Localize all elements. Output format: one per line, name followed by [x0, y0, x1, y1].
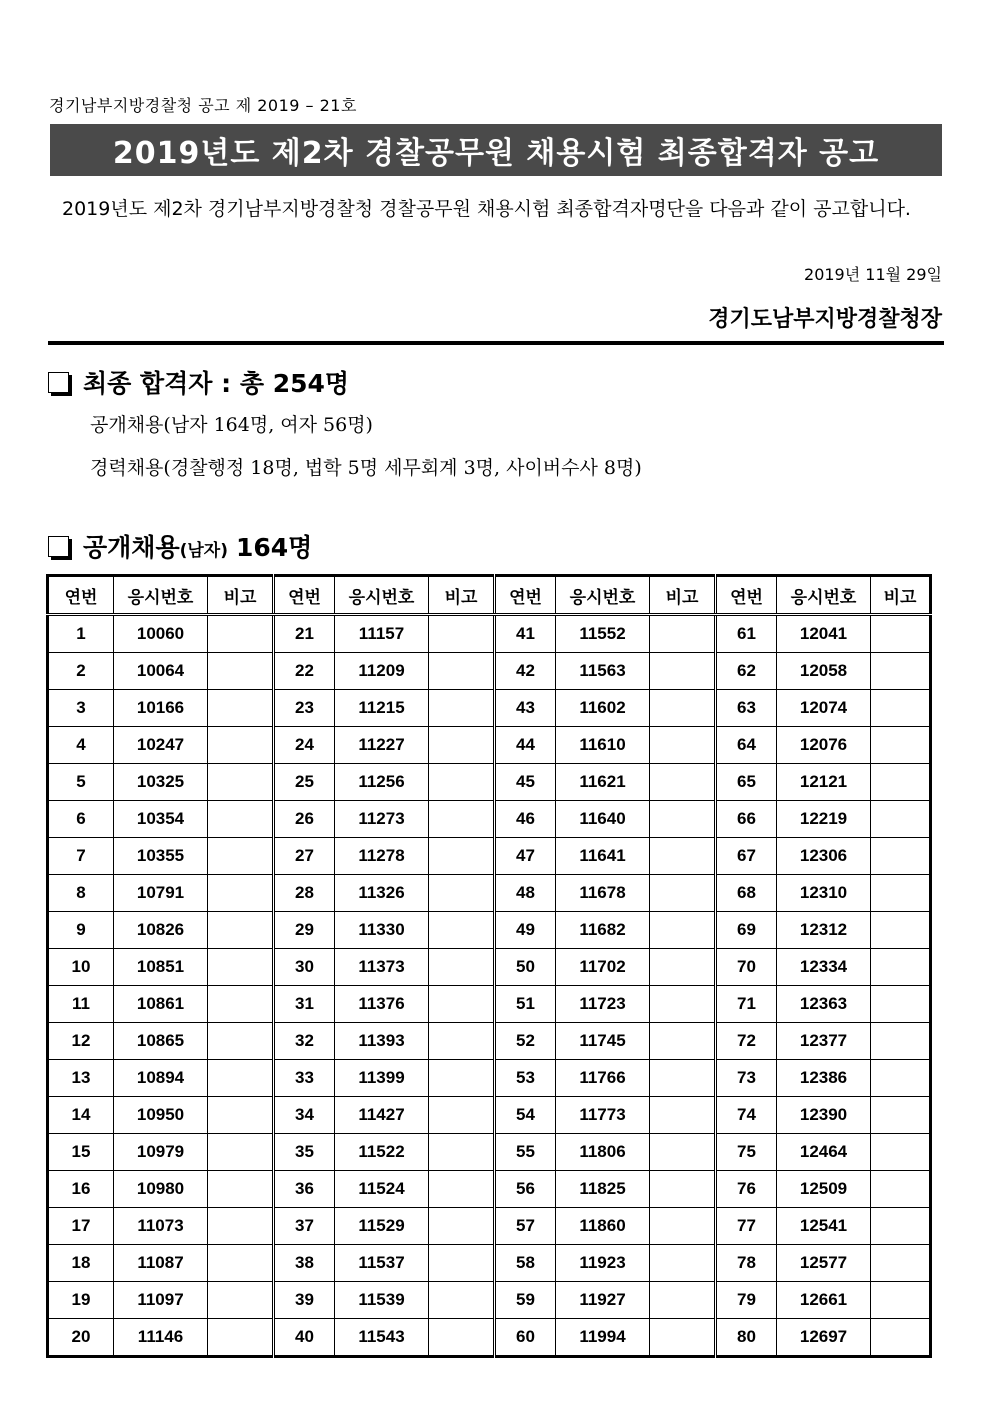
table-row: [48, 1134, 931, 1171]
applicant-number-cell: 12541: [777, 1208, 871, 1245]
column-header: 응시번호: [335, 576, 429, 615]
serial-number-cell: 75: [716, 1134, 777, 1171]
serial-number-cell: 13: [48, 1060, 114, 1097]
remarks-cell: [650, 949, 716, 986]
applicant-number-cell: 12074: [777, 690, 871, 727]
remarks-cell: [650, 1282, 716, 1319]
serial-number-cell: 29: [274, 912, 335, 949]
applicant-number-cell: 11087: [114, 1245, 208, 1282]
serial-number-cell: 10: [48, 949, 114, 986]
serial-number-cell: 6: [48, 801, 114, 838]
serial-number-cell: 1: [48, 615, 114, 653]
applicant-number-cell: 12310: [777, 875, 871, 912]
remarks-cell: [650, 1319, 716, 1357]
applicant-number-cell: 11157: [335, 615, 429, 653]
serial-number-cell: 79: [716, 1282, 777, 1319]
applicant-number-cell: 11640: [556, 801, 650, 838]
remarks-cell: [429, 1319, 495, 1357]
applicant-number-cell: 12390: [777, 1097, 871, 1134]
remarks-cell: [208, 1319, 274, 1357]
serial-number-cell: 69: [716, 912, 777, 949]
applicant-number-cell: 10861: [114, 986, 208, 1023]
table-row: [48, 727, 931, 764]
serial-number-cell: 46: [495, 801, 556, 838]
applicant-number-cell: 12377: [777, 1023, 871, 1060]
applicant-number-cell: 11641: [556, 838, 650, 875]
summary-career-recruit: 경력채용(경찰행정 18명, 법학 5명 세무회계 3명, 사이버수사 8명): [90, 457, 642, 479]
remarks-cell: [650, 801, 716, 838]
applicant-number-cell: 12464: [777, 1134, 871, 1171]
serial-number-cell: 31: [274, 986, 335, 1023]
remarks-cell: [871, 949, 931, 986]
remarks-cell: [208, 1023, 274, 1060]
remarks-cell: [429, 801, 495, 838]
serial-number-cell: 51: [495, 986, 556, 1023]
applicant-number-cell: 11543: [335, 1319, 429, 1357]
remarks-cell: [429, 764, 495, 801]
serial-number-cell: 65: [716, 764, 777, 801]
serial-number-cell: 28: [274, 875, 335, 912]
remarks-cell: [429, 1060, 495, 1097]
section-heading-count: 164명: [236, 533, 313, 562]
applicant-number-cell: 12661: [777, 1282, 871, 1319]
remarks-cell: [429, 1245, 495, 1282]
remarks-cell: [429, 727, 495, 764]
applicant-number-cell: 11678: [556, 875, 650, 912]
serial-number-cell: 60: [495, 1319, 556, 1357]
applicant-number-cell: 10979: [114, 1134, 208, 1171]
remarks-cell: [871, 1134, 931, 1171]
applicant-number-cell: 11326: [335, 875, 429, 912]
applicant-number-cell: 11215: [335, 690, 429, 727]
serial-number-cell: 15: [48, 1134, 114, 1171]
column-header: 비고: [871, 576, 931, 615]
applicant-number-cell: 11399: [335, 1060, 429, 1097]
table-row: [48, 1171, 931, 1208]
remarks-cell: [650, 615, 716, 653]
table-row: [48, 1245, 931, 1282]
table-row: [48, 801, 931, 838]
remarks-cell: [208, 1097, 274, 1134]
serial-number-cell: 74: [716, 1097, 777, 1134]
serial-number-cell: 14: [48, 1097, 114, 1134]
applicant-number-cell: 11773: [556, 1097, 650, 1134]
applicant-number-cell: 12509: [777, 1171, 871, 1208]
serial-number-cell: 57: [495, 1208, 556, 1245]
table-row: [48, 1060, 931, 1097]
applicant-number-cell: 11393: [335, 1023, 429, 1060]
serial-number-cell: 68: [716, 875, 777, 912]
remarks-cell: [871, 653, 931, 690]
applicant-number-cell: 12697: [777, 1319, 871, 1357]
serial-number-cell: 18: [48, 1245, 114, 1282]
applicant-number-cell: 11097: [114, 1282, 208, 1319]
applicant-number-cell: 11330: [335, 912, 429, 949]
serial-number-cell: 52: [495, 1023, 556, 1060]
remarks-cell: [429, 615, 495, 653]
remarks-cell: [650, 986, 716, 1023]
applicant-number-cell: 10166: [114, 690, 208, 727]
remarks-cell: [650, 653, 716, 690]
remarks-cell: [650, 1171, 716, 1208]
serial-number-cell: 27: [274, 838, 335, 875]
table-row: [48, 615, 931, 653]
serial-number-cell: 38: [274, 1245, 335, 1282]
applicant-number-cell: 11146: [114, 1319, 208, 1357]
table-row: [48, 1208, 931, 1245]
serial-number-cell: 39: [274, 1282, 335, 1319]
column-header: 비고: [650, 576, 716, 615]
applicant-number-cell: 10980: [114, 1171, 208, 1208]
remarks-cell: [650, 1245, 716, 1282]
remarks-cell: [208, 764, 274, 801]
remarks-cell: [208, 875, 274, 912]
remarks-cell: [208, 690, 274, 727]
remarks-cell: [650, 764, 716, 801]
table-row: [48, 764, 931, 801]
serial-number-cell: 25: [274, 764, 335, 801]
applicant-number-cell: 10950: [114, 1097, 208, 1134]
applicant-number-cell: 12058: [777, 653, 871, 690]
applicant-number-cell: 12306: [777, 838, 871, 875]
serial-number-cell: 55: [495, 1134, 556, 1171]
remarks-cell: [871, 1282, 931, 1319]
serial-number-cell: 3: [48, 690, 114, 727]
summary-heading-text: 최종 합격자 : 총 254명: [83, 369, 350, 398]
serial-number-cell: 62: [716, 653, 777, 690]
applicant-number-cell: 11537: [335, 1245, 429, 1282]
remarks-cell: [871, 838, 931, 875]
remarks-cell: [871, 1097, 931, 1134]
applicant-number-cell: 10354: [114, 801, 208, 838]
serial-number-cell: 16: [48, 1171, 114, 1208]
applicant-number-cell: 12041: [777, 615, 871, 653]
serial-number-cell: 41: [495, 615, 556, 653]
applicant-number-cell: 11682: [556, 912, 650, 949]
applicant-number-cell: 11806: [556, 1134, 650, 1171]
table-row: [48, 838, 931, 875]
remarks-cell: [650, 1134, 716, 1171]
checkbox-square-icon: [48, 536, 69, 557]
serial-number-cell: 78: [716, 1245, 777, 1282]
serial-number-cell: 42: [495, 653, 556, 690]
applicant-number-cell: 11209: [335, 653, 429, 690]
applicant-number-cell: 10791: [114, 875, 208, 912]
remarks-cell: [871, 1023, 931, 1060]
serial-number-cell: 5: [48, 764, 114, 801]
remarks-cell: [871, 1060, 931, 1097]
table-row: [48, 1097, 931, 1134]
serial-number-cell: 35: [274, 1134, 335, 1171]
divider: [48, 341, 944, 345]
serial-number-cell: 59: [495, 1282, 556, 1319]
applicant-number-cell: 10064: [114, 653, 208, 690]
serial-number-cell: 9: [48, 912, 114, 949]
serial-number-cell: 67: [716, 838, 777, 875]
serial-number-cell: 2: [48, 653, 114, 690]
serial-number-cell: 17: [48, 1208, 114, 1245]
serial-number-cell: 71: [716, 986, 777, 1023]
applicant-number-cell: 11373: [335, 949, 429, 986]
serial-number-cell: 72: [716, 1023, 777, 1060]
applicant-number-cell: 11522: [335, 1134, 429, 1171]
serial-number-cell: 7: [48, 838, 114, 875]
serial-number-cell: 23: [274, 690, 335, 727]
remarks-cell: [871, 1171, 931, 1208]
serial-number-cell: 37: [274, 1208, 335, 1245]
column-header: 응시번호: [777, 576, 871, 615]
remarks-cell: [208, 1171, 274, 1208]
column-header: 연번: [274, 576, 335, 615]
serial-number-cell: 54: [495, 1097, 556, 1134]
table-row: [48, 690, 931, 727]
serial-number-cell: 48: [495, 875, 556, 912]
applicant-number-cell: 11602: [556, 690, 650, 727]
serial-number-cell: 22: [274, 653, 335, 690]
applicant-number-cell: 10247: [114, 727, 208, 764]
applicant-number-cell: 11524: [335, 1171, 429, 1208]
remarks-cell: [208, 727, 274, 764]
remarks-cell: [429, 875, 495, 912]
serial-number-cell: 12: [48, 1023, 114, 1060]
remarks-cell: [429, 653, 495, 690]
remarks-cell: [429, 986, 495, 1023]
serial-number-cell: 64: [716, 727, 777, 764]
intro-paragraph: 2019년도 제2차 경기남부지방경찰청 경찰공무원 채용시험 최종합격자명단을 다음과 같이 공고합니다.: [62, 198, 911, 220]
section-heading-open-male: [48, 528, 312, 564]
applicant-number-cell: 12076: [777, 727, 871, 764]
serial-number-cell: 44: [495, 727, 556, 764]
remarks-cell: [429, 690, 495, 727]
applicant-number-cell: 11610: [556, 727, 650, 764]
remarks-cell: [871, 801, 931, 838]
serial-number-cell: 73: [716, 1060, 777, 1097]
applicant-number-cell: 10851: [114, 949, 208, 986]
remarks-cell: [429, 1282, 495, 1319]
serial-number-cell: 4: [48, 727, 114, 764]
applicant-number-cell: 11723: [556, 986, 650, 1023]
applicant-number-cell: 11702: [556, 949, 650, 986]
applicant-number-cell: 11621: [556, 764, 650, 801]
table-row: [48, 912, 931, 949]
table-row: [48, 875, 931, 912]
applicant-number-cell: 10355: [114, 838, 208, 875]
serial-number-cell: 21: [274, 615, 335, 653]
applicant-number-cell: 11227: [335, 727, 429, 764]
serial-number-cell: 26: [274, 801, 335, 838]
table-row: [48, 1282, 931, 1319]
serial-number-cell: 70: [716, 949, 777, 986]
applicant-number-cell: 11539: [335, 1282, 429, 1319]
remarks-cell: [208, 1134, 274, 1171]
remarks-cell: [650, 727, 716, 764]
applicant-number-cell: 10894: [114, 1060, 208, 1097]
remarks-cell: [871, 912, 931, 949]
column-header: 연번: [716, 576, 777, 615]
serial-number-cell: 43: [495, 690, 556, 727]
remarks-cell: [871, 986, 931, 1023]
summary-heading: [48, 364, 349, 400]
remarks-cell: [871, 690, 931, 727]
remarks-cell: [208, 986, 274, 1023]
applicant-number-cell: 12312: [777, 912, 871, 949]
remarks-cell: [871, 727, 931, 764]
remarks-cell: [650, 1208, 716, 1245]
applicant-number-cell: 12363: [777, 986, 871, 1023]
remarks-cell: [871, 1245, 931, 1282]
remarks-cell: [871, 875, 931, 912]
serial-number-cell: 49: [495, 912, 556, 949]
remarks-cell: [871, 764, 931, 801]
applicant-number-cell: 10865: [114, 1023, 208, 1060]
serial-number-cell: 45: [495, 764, 556, 801]
remarks-cell: [429, 912, 495, 949]
remarks-cell: [650, 875, 716, 912]
remarks-cell: [871, 1208, 931, 1245]
applicant-number-cell: 10325: [114, 764, 208, 801]
applicant-number-cell: 12577: [777, 1245, 871, 1282]
notice-number: 경기남부지방경찰청 공고 제 2019 – 21호: [49, 96, 357, 115]
document-title: 2019년도 제2차 경찰공무원 채용시험 최종합격자 공고: [50, 124, 942, 176]
remarks-cell: [208, 615, 274, 653]
applicant-number-cell: 11376: [335, 986, 429, 1023]
remarks-cell: [650, 912, 716, 949]
applicant-number-cell: 11825: [556, 1171, 650, 1208]
remarks-cell: [208, 1282, 274, 1319]
remarks-cell: [871, 615, 931, 653]
applicant-number-cell: 11427: [335, 1097, 429, 1134]
remarks-cell: [208, 949, 274, 986]
serial-number-cell: 76: [716, 1171, 777, 1208]
applicant-number-cell: 10826: [114, 912, 208, 949]
summary-open-recruit: 공개채용(남자 164명, 여자 56명): [90, 414, 373, 436]
remarks-cell: [208, 801, 274, 838]
remarks-cell: [429, 1097, 495, 1134]
applicant-number-cell: 11552: [556, 615, 650, 653]
remarks-cell: [650, 838, 716, 875]
serial-number-cell: 30: [274, 949, 335, 986]
serial-number-cell: 47: [495, 838, 556, 875]
applicant-number-cell: 11745: [556, 1023, 650, 1060]
remarks-cell: [650, 1023, 716, 1060]
serial-number-cell: 32: [274, 1023, 335, 1060]
serial-number-cell: 19: [48, 1282, 114, 1319]
serial-number-cell: 58: [495, 1245, 556, 1282]
applicant-number-cell: 12121: [777, 764, 871, 801]
remarks-cell: [429, 1023, 495, 1060]
serial-number-cell: 20: [48, 1319, 114, 1357]
applicant-number-cell: 11927: [556, 1282, 650, 1319]
applicant-number-cell: 11273: [335, 801, 429, 838]
applicant-number-cell: 11278: [335, 838, 429, 875]
column-header: 비고: [429, 576, 495, 615]
remarks-cell: [650, 1060, 716, 1097]
applicant-number-cell: 12219: [777, 801, 871, 838]
applicant-number-cell: 11563: [556, 653, 650, 690]
column-header: 연번: [495, 576, 556, 615]
serial-number-cell: 24: [274, 727, 335, 764]
applicant-number-cell: 10060: [114, 615, 208, 653]
applicant-number-cell: 11073: [114, 1208, 208, 1245]
passer-table: [46, 574, 932, 1358]
section-heading-small: (남자): [179, 540, 228, 561]
remarks-cell: [429, 949, 495, 986]
serial-number-cell: 50: [495, 949, 556, 986]
section-heading-main: 공개채용: [83, 533, 180, 562]
serial-number-cell: 40: [274, 1319, 335, 1357]
applicant-number-cell: 11766: [556, 1060, 650, 1097]
remarks-cell: [429, 1134, 495, 1171]
remarks-cell: [208, 653, 274, 690]
serial-number-cell: 63: [716, 690, 777, 727]
signer: 경기도남부지방경찰청장: [708, 307, 942, 332]
column-header: 응시번호: [556, 576, 650, 615]
remarks-cell: [650, 1097, 716, 1134]
serial-number-cell: 11: [48, 986, 114, 1023]
remarks-cell: [208, 1060, 274, 1097]
table-row: [48, 949, 931, 986]
applicant-number-cell: 12334: [777, 949, 871, 986]
applicant-number-cell: 11860: [556, 1208, 650, 1245]
remarks-cell: [208, 1208, 274, 1245]
serial-number-cell: 61: [716, 615, 777, 653]
remarks-cell: [650, 690, 716, 727]
serial-number-cell: 34: [274, 1097, 335, 1134]
remarks-cell: [429, 1208, 495, 1245]
remarks-cell: [429, 1171, 495, 1208]
remarks-cell: [208, 1245, 274, 1282]
serial-number-cell: 77: [716, 1208, 777, 1245]
remarks-cell: [208, 838, 274, 875]
applicant-number-cell: 11256: [335, 764, 429, 801]
table-row: [48, 653, 931, 690]
applicant-number-cell: 11529: [335, 1208, 429, 1245]
table-row: [48, 1023, 931, 1060]
notice-date: 2019년 11월 29일: [804, 265, 942, 284]
remarks-cell: [871, 1319, 931, 1357]
checkbox-square-icon: [48, 372, 69, 393]
table-header-row: [48, 576, 931, 615]
serial-number-cell: 56: [495, 1171, 556, 1208]
table-row: [48, 986, 931, 1023]
remarks-cell: [429, 838, 495, 875]
serial-number-cell: 66: [716, 801, 777, 838]
column-header: 연번: [48, 576, 114, 615]
remarks-cell: [208, 912, 274, 949]
applicant-number-cell: 11994: [556, 1319, 650, 1357]
applicant-number-cell: 11923: [556, 1245, 650, 1282]
serial-number-cell: 33: [274, 1060, 335, 1097]
table-row: [48, 1319, 931, 1357]
applicant-number-cell: 12386: [777, 1060, 871, 1097]
serial-number-cell: 36: [274, 1171, 335, 1208]
serial-number-cell: 8: [48, 875, 114, 912]
column-header: 비고: [208, 576, 274, 615]
column-header: 응시번호: [114, 576, 208, 615]
serial-number-cell: 80: [716, 1319, 777, 1357]
serial-number-cell: 53: [495, 1060, 556, 1097]
